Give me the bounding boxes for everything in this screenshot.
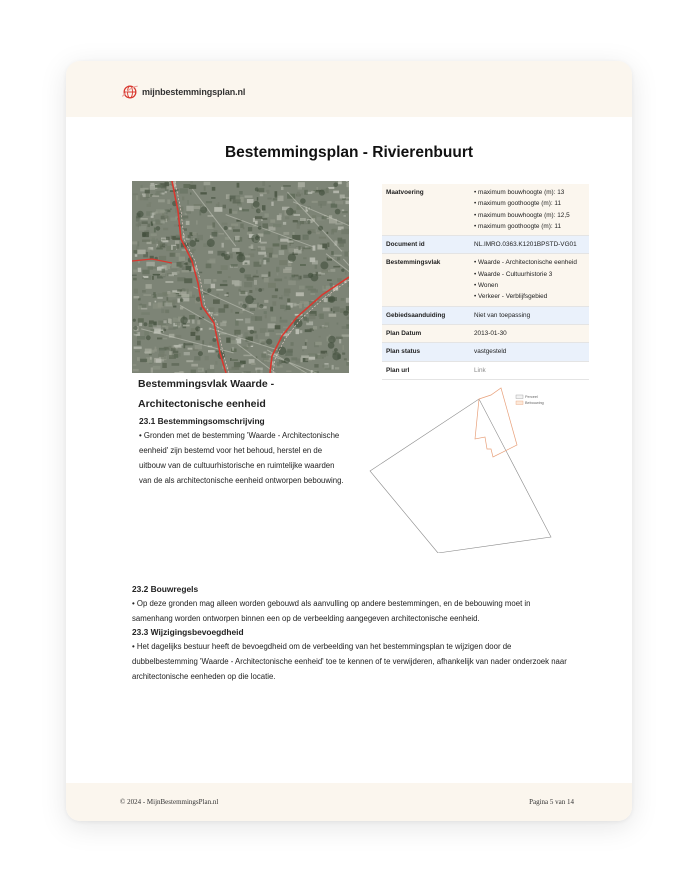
- list-item: • Verkeer - Verblijfsgebied: [474, 293, 548, 301]
- footer-page-number: Pagina 5 van 14: [529, 798, 574, 806]
- list-item: • maximum goothoogte (m): 11: [474, 200, 562, 208]
- subsection-text-23-3: • Het dagelijks bestuur heeft de bevoegdheid om de verbeelding van het bestemmingsplan te wijzigen door de dubbelbestemming 'Waarde - Architectonische eenheid' toe te kennen of te verwijderen, afhankelijk van nader onderzoek naar architectonische eenheden op die locatie.: [132, 642, 567, 681]
- footer-copyright: © 2024 - MijnBestemmingsPlan.nl: [120, 798, 219, 806]
- globe-logo-icon: [121, 83, 139, 101]
- plan-url-link[interactable]: Link: [470, 361, 589, 379]
- table-row: [382, 184, 589, 236]
- table-row: [382, 361, 589, 379]
- aerial-photo: [132, 181, 349, 373]
- bestemmingsvlak-values: [470, 254, 589, 306]
- subsection-title-23-2: 23.2 Bouwregels: [132, 584, 199, 594]
- list-item: • Waarde - Cultuurhistorie 3: [474, 270, 553, 278]
- table-row: [382, 343, 589, 361]
- table-row: [382, 254, 589, 306]
- list-item: • Waarde - Architectonische eenheid: [474, 259, 577, 267]
- list-item: • Wonen: [474, 282, 499, 290]
- row-label: Plan Datum: [382, 324, 470, 342]
- logo-text: mijnbestemmingsplan.nl: [142, 87, 246, 97]
- table-row: [382, 324, 589, 342]
- subsection-text-23-2: • Op deze gronden mag alleen worden gebouwd als aanvulling op andere bestemmingen, en de bebouwing moet in samenhang worden ontworpen binnen een op de verbeelding aangegeven architectonische eenheid.: [132, 599, 531, 623]
- plan-map: [366, 387, 561, 553]
- page-header: [66, 61, 632, 117]
- logo[interactable]: [121, 83, 245, 101]
- plan-datum-value: 2013-01-30: [470, 324, 589, 342]
- row-label: Gebiedsaanduiding: [382, 306, 470, 324]
- plan-info-table: [382, 184, 589, 380]
- gebiedsaanduiding-value: Niet van toepassing: [470, 306, 589, 324]
- document-page: [66, 61, 632, 821]
- subsection-title-23-3: 23.3 Wijzigingsbevoegdheid: [132, 627, 244, 637]
- page-footer: [66, 783, 632, 821]
- legend-label-bebouwing: Bebouwing: [525, 401, 544, 405]
- map-parcel-outline: [370, 399, 551, 553]
- legend-label-perceel: Perceel: [525, 395, 538, 399]
- plan-status-value: vastgesteld: [470, 343, 589, 361]
- legend-swatch-bebouwing: [516, 401, 523, 405]
- section-title: Bestemmingsvlak Waarde - Architectonische eenheid: [138, 378, 275, 410]
- page-title: Bestemmingsplan - Rivierenbuurt: [224, 144, 474, 161]
- row-label: Maatvoering: [382, 184, 470, 236]
- legend-swatch-perceel: [516, 395, 523, 399]
- row-label: Document id: [382, 236, 470, 254]
- list-item: • maximum bouwhoogte (m): 13: [474, 189, 565, 196]
- row-label: Plan status: [382, 343, 470, 361]
- document-id-value: NL.IMRO.0363.K1201BPSTD-VG01: [470, 236, 589, 254]
- map-building-outline: [475, 388, 517, 457]
- row-label: Plan url: [382, 361, 470, 379]
- row-label: Bestemmingsvlak: [382, 254, 470, 306]
- table-row: [382, 306, 589, 324]
- list-item: • maximum bouwhoogte (m): 12,5: [474, 211, 570, 219]
- table-row: [382, 236, 589, 254]
- subsection-title-23-1: 23.1 Bestemmingsomschrijving: [139, 416, 265, 426]
- list-item: • maximum goothoogte (m): 11: [474, 222, 562, 230]
- maatvoering-values: [470, 184, 589, 236]
- subsection-text-23-1: • Gronden met de bestemming 'Waarde - Architectonische eenheid' zijn bestemd voor het behoud, herstel en de uitbouw van de cultuurhistorische en ruimtelijke waarden van de als architectonische eenheid ontworpen bebouwing.: [139, 431, 344, 485]
